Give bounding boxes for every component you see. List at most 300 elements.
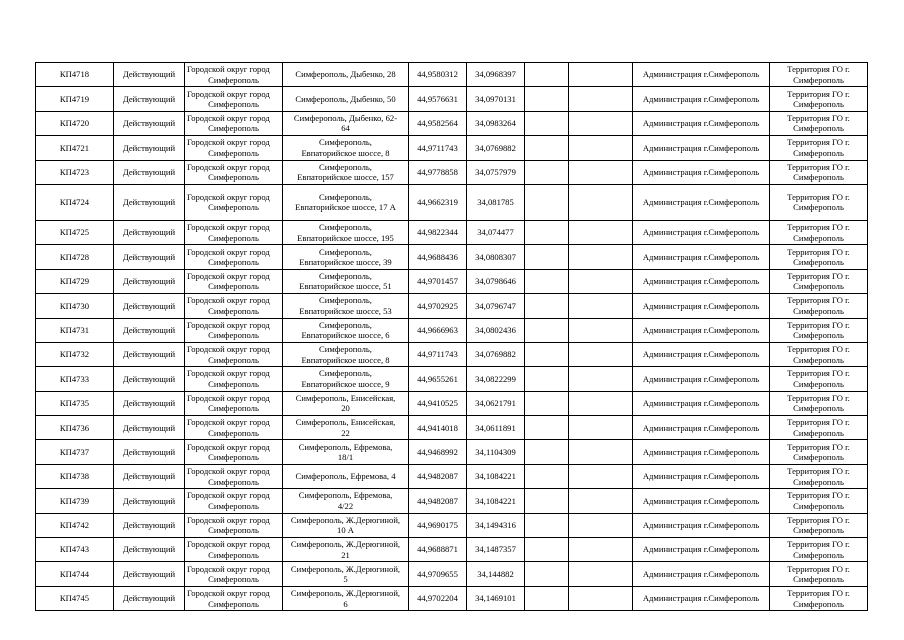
cell-district-line: Городской округ город — [187, 490, 270, 501]
cell-territory-line: Симферополь — [793, 147, 844, 158]
cell-address-line: Симферополь, Енисейская, — [295, 392, 396, 403]
cell-longitude — [467, 318, 525, 342]
cell-address — [283, 245, 409, 269]
cell-empty-2 — [569, 220, 633, 244]
table-row — [36, 318, 868, 342]
cell-latitude — [409, 245, 467, 269]
cell-id — [36, 318, 114, 342]
cell-territory-line: Симферополь — [793, 257, 844, 268]
cell-territory — [770, 538, 868, 562]
cell-address-line: Симферополь, — [319, 161, 372, 172]
cell-owner — [633, 513, 770, 537]
cell-territory-line: Симферополь — [793, 305, 844, 316]
cell-territory — [770, 391, 868, 415]
cell-status — [114, 586, 185, 610]
cell-district-line: Симферополь — [208, 305, 259, 316]
cell-longitude-line: 34,1084221 — [475, 471, 516, 482]
cell-owner-line: Администрация г.Симферополь — [642, 93, 760, 104]
cell-address-line: Симферополь, Ж.Дерюгиной, — [290, 514, 401, 525]
cell-address-line: Симферополь, — [319, 368, 372, 379]
cell-address — [283, 269, 409, 293]
table-row — [36, 87, 868, 111]
cell-territory-line: Территория ГО г. — [787, 490, 850, 501]
cell-status-line: Действующий — [122, 300, 176, 311]
cell-district — [185, 136, 283, 160]
cell-latitude — [409, 562, 467, 586]
cell-territory-line: Территория ГО г. — [787, 392, 850, 403]
cell-longitude-line: 34,0796747 — [475, 300, 516, 311]
cell-address-line: Симферополь, Ефремова, — [298, 490, 393, 501]
cell-id — [36, 538, 114, 562]
cell-district-line: Городской округ город — [187, 246, 270, 257]
cell-id — [36, 489, 114, 513]
cell-territory — [770, 111, 868, 135]
cell-district-line: Симферополь — [208, 202, 259, 213]
cell-empty-2 — [569, 245, 633, 269]
cell-id-line: КП4718 — [59, 69, 90, 80]
cell-owner — [633, 562, 770, 586]
cell-district-line: Симферополь — [208, 74, 259, 85]
cell-district-line: Городской округ город — [187, 344, 270, 355]
cell-district — [185, 245, 283, 269]
cell-empty-1 — [525, 342, 569, 366]
cell-district — [185, 513, 283, 537]
cell-longitude-line: 34,0970131 — [475, 93, 516, 104]
cell-id-line: КП4745 — [59, 593, 90, 604]
cell-district — [185, 294, 283, 318]
cell-status — [114, 342, 185, 366]
cell-latitude — [409, 318, 467, 342]
cell-latitude — [409, 538, 467, 562]
cell-owner — [633, 184, 770, 220]
table-row — [36, 63, 868, 87]
cell-status — [114, 184, 185, 220]
cell-empty-1 — [525, 538, 569, 562]
cell-id — [36, 464, 114, 488]
cell-owner-line: Администрация г.Симферополь — [642, 471, 760, 482]
cell-address — [283, 220, 409, 244]
cell-district — [185, 269, 283, 293]
cell-territory — [770, 318, 868, 342]
cell-address-line: Симферополь, — [319, 222, 372, 233]
cell-owner — [633, 160, 770, 184]
cell-latitude-line: 44,9655261 — [417, 373, 458, 384]
cell-territory-line: Симферополь — [793, 99, 844, 110]
cell-owner-line: Администрация г.Симферополь — [642, 446, 760, 457]
cell-id-line: КП4743 — [59, 544, 90, 555]
cell-id-line: КП4742 — [59, 520, 90, 531]
cell-status-line: Действующий — [122, 398, 176, 409]
cell-territory-line: Симферополь — [793, 525, 844, 536]
cell-address-line: Симферополь, Дыбенко, 28 — [295, 69, 396, 80]
cell-status — [114, 440, 185, 464]
cell-id-line: КП4721 — [59, 142, 90, 153]
cell-district — [185, 367, 283, 391]
cell-territory-line: Территория ГО г. — [787, 539, 850, 550]
cell-longitude-line: 34,0983264 — [475, 118, 516, 129]
cell-latitude-line: 44,9414018 — [417, 422, 458, 433]
cell-latitude — [409, 440, 467, 464]
cell-address — [283, 562, 409, 586]
cell-district-line: Городской округ город — [187, 588, 270, 598]
cell-territory-line: Территория ГО г. — [787, 137, 850, 148]
cell-status — [114, 269, 185, 293]
cell-territory-line: Симферополь — [793, 123, 844, 134]
cell-empty-2 — [569, 440, 633, 464]
table-row — [36, 562, 868, 586]
cell-owner — [633, 87, 770, 111]
cell-territory-line: Симферополь — [793, 500, 844, 511]
cell-address-line: Евпаторийское шоссе, 51 — [299, 281, 392, 292]
cell-empty-1 — [525, 586, 569, 610]
cell-empty-2 — [569, 586, 633, 610]
cell-latitude-line: 44,9576631 — [417, 93, 458, 104]
cell-id — [36, 440, 114, 464]
cell-address — [283, 440, 409, 464]
cell-empty-1 — [525, 245, 569, 269]
cell-status-line: Действующий — [122, 118, 176, 129]
cell-longitude — [467, 489, 525, 513]
cell-status-line: Действующий — [122, 251, 176, 262]
cell-id — [36, 136, 114, 160]
cell-id-line: КП4738 — [59, 471, 90, 482]
cell-owner — [633, 391, 770, 415]
cell-empty-2 — [569, 63, 633, 87]
cell-latitude — [409, 160, 467, 184]
cell-empty-2 — [569, 538, 633, 562]
cell-latitude-line: 44,9688436 — [417, 251, 458, 262]
cell-territory-line: Территория ГО г. — [787, 161, 850, 172]
cell-id-line: КП4730 — [59, 300, 90, 311]
cell-territory-line: Территория ГО г. — [787, 344, 850, 355]
cell-district-line: Городской округ город — [187, 539, 270, 550]
cell-status-line: Действующий — [122, 373, 176, 384]
cell-longitude-line: 34,0802436 — [475, 324, 516, 335]
cell-status-line: Действующий — [122, 93, 176, 104]
cell-longitude-line: 34,0757979 — [475, 167, 516, 177]
cell-owner — [633, 342, 770, 366]
cell-empty-1 — [525, 184, 569, 220]
cell-empty-2 — [569, 87, 633, 111]
cell-owner-line: Администрация г.Симферополь — [642, 398, 760, 409]
cell-district — [185, 184, 283, 220]
cell-status-line: Действующий — [122, 446, 176, 457]
cell-empty-1 — [525, 367, 569, 391]
table-row — [36, 538, 868, 562]
cell-longitude — [467, 220, 525, 244]
cell-address-line: Симферополь, Дыбенко, 62- — [293, 112, 398, 123]
cell-longitude-line: 34,0822299 — [475, 373, 516, 384]
cell-owner-line: Администрация г.Симферополь — [642, 544, 760, 555]
cell-territory-line: Симферополь — [793, 598, 844, 609]
cell-district-line: Симферополь — [208, 427, 259, 438]
cell-empty-2 — [569, 489, 633, 513]
cell-territory-line: Симферополь — [793, 427, 844, 438]
cell-territory-line: Симферополь — [793, 549, 844, 560]
cell-id — [36, 184, 114, 220]
cell-id — [36, 391, 114, 415]
cell-longitude — [467, 391, 525, 415]
cell-address — [283, 184, 409, 220]
cell-address-line: Симферополь, Дыбенко, 50 — [295, 93, 396, 104]
cell-address-line: 22 — [341, 427, 350, 438]
cell-address-line: Симферополь, — [319, 137, 372, 148]
cell-territory — [770, 184, 868, 220]
cell-status-line: Действующий — [122, 276, 176, 287]
cell-district-line: Городской округ город — [187, 563, 270, 574]
cell-territory-line: Территория ГО г. — [787, 64, 850, 75]
cell-longitude-line: 34,0798646 — [475, 276, 516, 287]
cell-longitude — [467, 111, 525, 135]
cell-territory-line: Симферополь — [793, 403, 844, 414]
cell-territory-line: Территория ГО г. — [787, 88, 850, 99]
cell-empty-2 — [569, 342, 633, 366]
cell-territory-line: Территория ГО г. — [787, 588, 850, 598]
cell-owner-line: Администрация г.Симферополь — [642, 349, 760, 360]
table-row — [36, 269, 868, 293]
cell-status-line: Действующий — [122, 520, 176, 531]
cell-id — [36, 342, 114, 366]
cell-id-line: КП4728 — [59, 251, 90, 262]
table-row — [36, 513, 868, 537]
cell-empty-1 — [525, 294, 569, 318]
cell-district-line: Симферополь — [208, 476, 259, 487]
cell-address-line: 64 — [341, 123, 350, 134]
cell-latitude — [409, 489, 467, 513]
cell-owner-line: Администрация г.Симферополь — [642, 227, 760, 238]
cell-empty-2 — [569, 513, 633, 537]
cell-address-line: Симферополь, — [319, 295, 372, 306]
table-row — [36, 136, 868, 160]
cell-empty-1 — [525, 464, 569, 488]
cell-id-line: КП4725 — [59, 227, 90, 238]
cell-id — [36, 87, 114, 111]
cell-owner-line: Администрация г.Симферополь — [642, 118, 760, 129]
cell-latitude-line: 44,9666963 — [417, 324, 458, 335]
cell-district-line: Городской округ город — [187, 392, 270, 403]
cell-territory — [770, 489, 868, 513]
cell-territory — [770, 160, 868, 184]
cell-territory-line: Территория ГО г. — [787, 563, 850, 574]
table-row — [36, 586, 868, 610]
cell-status — [114, 87, 185, 111]
cell-address — [283, 160, 409, 184]
cell-district-line: Городской округ город — [187, 64, 270, 75]
cell-owner — [633, 586, 770, 610]
cell-empty-2 — [569, 136, 633, 160]
cell-address — [283, 538, 409, 562]
cell-latitude-line: 44,9709655 — [417, 568, 458, 579]
cell-longitude — [467, 136, 525, 160]
cell-address — [283, 489, 409, 513]
cell-status — [114, 513, 185, 537]
cell-status-line: Действующий — [122, 568, 176, 579]
cell-latitude-line: 44,9822344 — [417, 227, 458, 238]
cell-owner-line: Администрация г.Симферополь — [642, 300, 760, 311]
cell-longitude-line: 34,081785 — [477, 197, 514, 208]
cell-id-line: КП4735 — [59, 398, 90, 409]
cell-longitude-line: 34,0611891 — [475, 422, 516, 433]
cell-status — [114, 136, 185, 160]
cell-territory — [770, 464, 868, 488]
cell-status — [114, 538, 185, 562]
cell-latitude — [409, 586, 467, 610]
cell-status-line: Действующий — [122, 324, 176, 335]
cell-owner — [633, 111, 770, 135]
cell-district-line: Симферополь — [208, 598, 259, 609]
cell-empty-1 — [525, 416, 569, 440]
cell-latitude — [409, 464, 467, 488]
cell-territory — [770, 245, 868, 269]
cell-owner-line: Администрация г.Симферополь — [642, 197, 760, 208]
cell-district-line: Городской округ город — [187, 222, 270, 233]
cell-owner — [633, 538, 770, 562]
cell-id-line: КП4720 — [59, 118, 90, 129]
cell-empty-1 — [525, 489, 569, 513]
cell-latitude-line: 44,9482087 — [417, 471, 458, 482]
cell-district-line: Симферополь — [208, 500, 259, 511]
cell-longitude — [467, 184, 525, 220]
cell-latitude — [409, 416, 467, 440]
cell-latitude-line: 44,9711743 — [417, 349, 458, 360]
cell-territory-line: Территория ГО г. — [787, 295, 850, 306]
table-row — [36, 245, 868, 269]
cell-latitude — [409, 294, 467, 318]
table-row — [36, 464, 868, 488]
cell-longitude-line: 34,1084221 — [475, 495, 516, 506]
cell-address-line: Евпаторийское шоссе, 6 — [301, 330, 390, 341]
cell-id — [36, 367, 114, 391]
cell-district — [185, 111, 283, 135]
cell-status — [114, 391, 185, 415]
cell-owner — [633, 220, 770, 244]
cell-owner-line: Администрация г.Симферополь — [642, 167, 760, 177]
cell-longitude-line: 34,1469101 — [475, 593, 516, 604]
cell-status — [114, 562, 185, 586]
cell-territory — [770, 440, 868, 464]
cell-owner-line: Администрация г.Симферополь — [642, 69, 760, 80]
cell-latitude-line: 44,9702925 — [417, 300, 458, 311]
cell-territory-line: Территория ГО г. — [787, 514, 850, 525]
cell-status — [114, 464, 185, 488]
cell-empty-2 — [569, 464, 633, 488]
cell-latitude — [409, 220, 467, 244]
cell-owner-line: Администрация г.Симферополь — [642, 373, 760, 384]
cell-territory — [770, 269, 868, 293]
cell-district-line: Симферополь — [208, 354, 259, 365]
cell-empty-2 — [569, 367, 633, 391]
cell-district — [185, 220, 283, 244]
cell-territory — [770, 586, 868, 610]
cell-empty-2 — [569, 184, 633, 220]
cell-district-line: Городской округ город — [187, 368, 270, 379]
cell-address — [283, 391, 409, 415]
cell-empty-2 — [569, 111, 633, 135]
cell-address-line: Евпаторийское шоссе, 8 — [301, 147, 390, 158]
cell-longitude — [467, 416, 525, 440]
cell-id — [36, 220, 114, 244]
cell-address-line: Симферополь, — [319, 270, 372, 281]
cell-owner — [633, 245, 770, 269]
cell-district-line: Симферополь — [208, 574, 259, 585]
cell-address-line: 6 — [343, 598, 348, 609]
cell-longitude-line: 34,0621791 — [475, 398, 516, 409]
cell-territory-line: Симферополь — [793, 354, 844, 365]
cell-empty-1 — [525, 269, 569, 293]
cell-district-line: Симферополь — [208, 378, 259, 389]
cell-latitude — [409, 184, 467, 220]
cell-status — [114, 220, 185, 244]
cell-address-line: Симферополь, — [319, 246, 372, 257]
cell-empty-1 — [525, 160, 569, 184]
cell-district-line: Городской округ город — [187, 466, 270, 477]
cell-longitude-line: 34,144882 — [477, 568, 514, 579]
cell-district — [185, 160, 283, 184]
cell-address — [283, 513, 409, 537]
cell-owner-line: Администрация г.Симферополь — [642, 593, 760, 604]
cell-id-line: КП4724 — [59, 197, 90, 208]
cell-district — [185, 562, 283, 586]
cell-status-line: Действующий — [122, 69, 176, 80]
cell-district — [185, 87, 283, 111]
cell-empty-1 — [525, 440, 569, 464]
cell-territory-line: Территория ГО г. — [787, 466, 850, 477]
cell-owner — [633, 269, 770, 293]
cell-address-line: Евпаторийское шоссе, 195 — [297, 232, 394, 243]
cell-district-line: Городской округ город — [187, 191, 270, 202]
cell-status-line: Действующий — [122, 495, 176, 506]
cell-territory-line: Территория ГО г. — [787, 417, 850, 428]
cell-address — [283, 63, 409, 87]
cell-id — [36, 294, 114, 318]
cell-empty-1 — [525, 136, 569, 160]
cell-longitude-line: 34,1104309 — [475, 446, 516, 457]
cell-territory — [770, 136, 868, 160]
cell-latitude-line: 44,9482087 — [417, 495, 458, 506]
cell-address — [283, 367, 409, 391]
cell-id-line: КП4737 — [59, 446, 90, 457]
cell-status-line: Действующий — [122, 167, 176, 177]
cell-empty-2 — [569, 269, 633, 293]
cell-owner — [633, 63, 770, 87]
cell-district-line: Городской округ город — [187, 441, 270, 452]
cell-address — [283, 464, 409, 488]
cell-latitude — [409, 513, 467, 537]
cell-owner-line: Администрация г.Симферополь — [642, 251, 760, 262]
cell-id — [36, 160, 114, 184]
cell-address-line: Симферополь, Ефремова, 4 — [295, 471, 396, 482]
cell-district-line: Городской округ город — [187, 88, 270, 99]
cell-territory-line: Территория ГО г. — [787, 246, 850, 257]
cell-district-line: Симферополь — [208, 452, 259, 463]
cell-id-line: КП4733 — [59, 373, 90, 384]
cell-district-line: Городской округ город — [187, 161, 270, 172]
cell-status — [114, 111, 185, 135]
cell-owner-line: Администрация г.Симферополь — [642, 276, 760, 287]
cell-empty-1 — [525, 391, 569, 415]
cell-territory-line: Симферополь — [793, 232, 844, 243]
cell-latitude-line: 44,9580312 — [417, 69, 458, 80]
cell-district-line: Городской округ город — [187, 270, 270, 281]
cell-territory — [770, 513, 868, 537]
cell-longitude — [467, 269, 525, 293]
cell-status-line: Действующий — [122, 349, 176, 360]
cell-district — [185, 342, 283, 366]
cell-address-line: 20 — [341, 403, 350, 414]
cell-owner-line: Администрация г.Симферополь — [642, 520, 760, 531]
cell-status — [114, 416, 185, 440]
cell-id — [36, 63, 114, 87]
